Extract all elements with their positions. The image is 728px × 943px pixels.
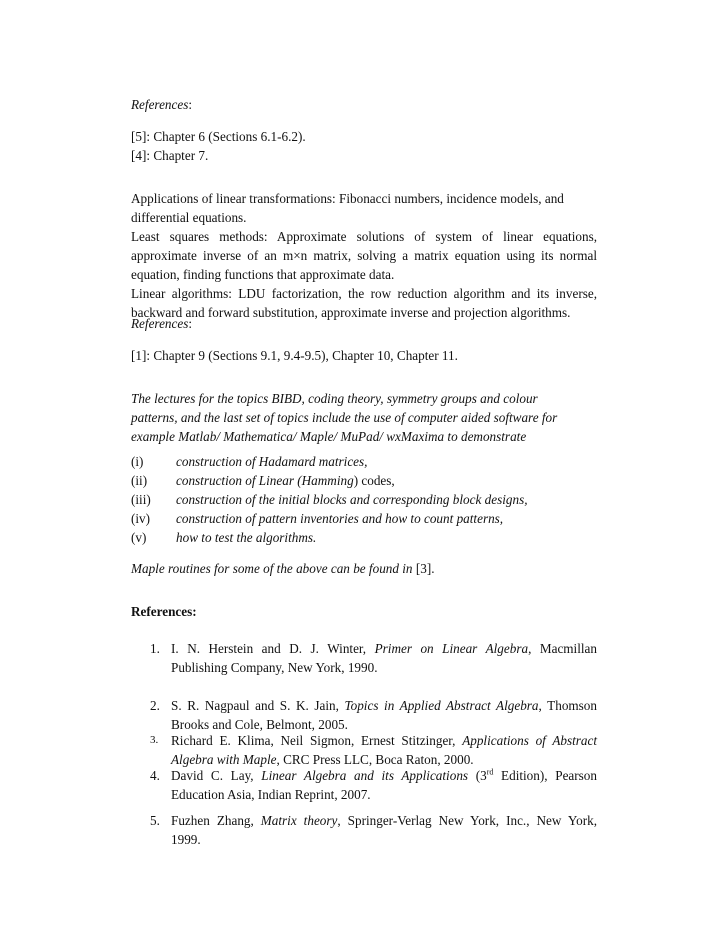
reference-line: [1]: Chapter 9 (Sections 9.1, 9.4-9.5), Chapter 10, Chapter 11.	[131, 348, 458, 363]
list-number: (iv)	[131, 511, 151, 526]
colon: :	[188, 316, 193, 331]
reference-line: Brooks and Cole, Belmont, 2005.	[171, 717, 348, 732]
topic-line: Least squares methods: Approximate solutions of system of linear equations,	[131, 229, 597, 244]
topic-line: differential equations.	[131, 210, 247, 225]
lectures-line: The lectures for the topics BIBD, coding theory, symmetry groups and colour	[131, 391, 538, 406]
reference-line: Richard E. Klima, Neil Sigmon, Ernest Stitzinger, Applications of Abstract	[171, 733, 598, 748]
reference-item	[150, 766, 597, 804]
list-number: (i)	[131, 454, 144, 469]
maple-note	[131, 559, 597, 578]
topic-line: Applications of linear transformations: Fibonacci numbers, incidence models, and	[131, 191, 564, 206]
lectures-paragraph	[131, 389, 597, 446]
topic-line: equation, finding functions that approximate data.	[131, 267, 395, 282]
list-text: construction of the initial blocks and corresponding block designs,	[176, 492, 528, 507]
list-number: (ii)	[131, 473, 148, 488]
list-text: construction of Linear (Hamming) codes,	[176, 473, 395, 488]
reference-item	[150, 731, 597, 769]
lectures-line: patterns, and the last set of topics include the use of computer aided software for	[131, 410, 558, 425]
topics-section	[131, 189, 597, 322]
colon: :	[188, 97, 193, 112]
references-a-lines	[131, 127, 597, 165]
list-text: construction of Hadamard matrices,	[176, 454, 368, 469]
list-text: how to test the algorithms.	[176, 530, 317, 545]
reference-line: [4]: Chapter 7.	[131, 148, 209, 163]
references-heading	[131, 602, 597, 621]
reference-line: Education Asia, Indian Reprint, 2007.	[171, 787, 371, 802]
references-b-lines	[131, 346, 597, 365]
references-b	[131, 314, 597, 333]
list-number: (iii)	[131, 492, 151, 507]
maple-text: Maple routines for some of the above can be found in	[131, 561, 413, 576]
topic-line: Linear algorithms: LDU factorization, the row reduction algorithm and its inverse,	[131, 286, 597, 301]
reference-item	[150, 639, 597, 677]
reference-item	[150, 696, 597, 734]
reference-number: 1.	[150, 641, 160, 656]
topic-line: backward and forward substitution, approximate inverse and projection algorithms.	[131, 305, 571, 320]
reference-line: 1999.	[171, 832, 201, 847]
reference-line: I. N. Herstein and D. J. Winter, Primer on Linear Algebra, Macmillan	[171, 641, 597, 656]
reference-number: 5.	[150, 813, 160, 828]
reference-line: David C. Lay, Linear Algebra and its Applications (3rd Edition), Pearson	[171, 767, 597, 783]
reference-line: [5]: Chapter 6 (Sections 6.1-6.2).	[131, 129, 306, 144]
list-number: (v)	[131, 530, 147, 545]
reference-number: 4.	[150, 768, 160, 783]
references-title: References:	[131, 604, 197, 619]
reference-line: Algebra with Maple, CRC Press LLC, Boca Raton, 2000.	[171, 752, 474, 767]
maple-ref: [3].	[412, 561, 435, 576]
reference-number: 3.	[150, 734, 159, 746]
topic-line: approximate inverse of an m×n matrix, solving a matrix equation using its normal	[131, 248, 597, 263]
list-text: construction of pattern inventories and how to count patterns,	[176, 511, 504, 526]
references-heading: References	[131, 316, 189, 331]
reference-line: Fuzhen Zhang, Matrix theory, Springer-Verlag New York, Inc., New York,	[171, 813, 597, 828]
references-a	[131, 95, 597, 114]
reference-line: Publishing Company, New York, 1990.	[171, 660, 378, 675]
reference-line: S. R. Nagpaul and S. K. Jain, Topics in Applied Abstract Algebra, Thomson	[171, 698, 597, 713]
lectures-line: example Matlab/ Mathematica/ Maple/ MuPad/ wxMaxima to demonstrate	[131, 429, 527, 444]
reference-number: 2.	[150, 698, 160, 713]
reference-item	[150, 811, 597, 849]
references-heading: References	[131, 97, 189, 112]
